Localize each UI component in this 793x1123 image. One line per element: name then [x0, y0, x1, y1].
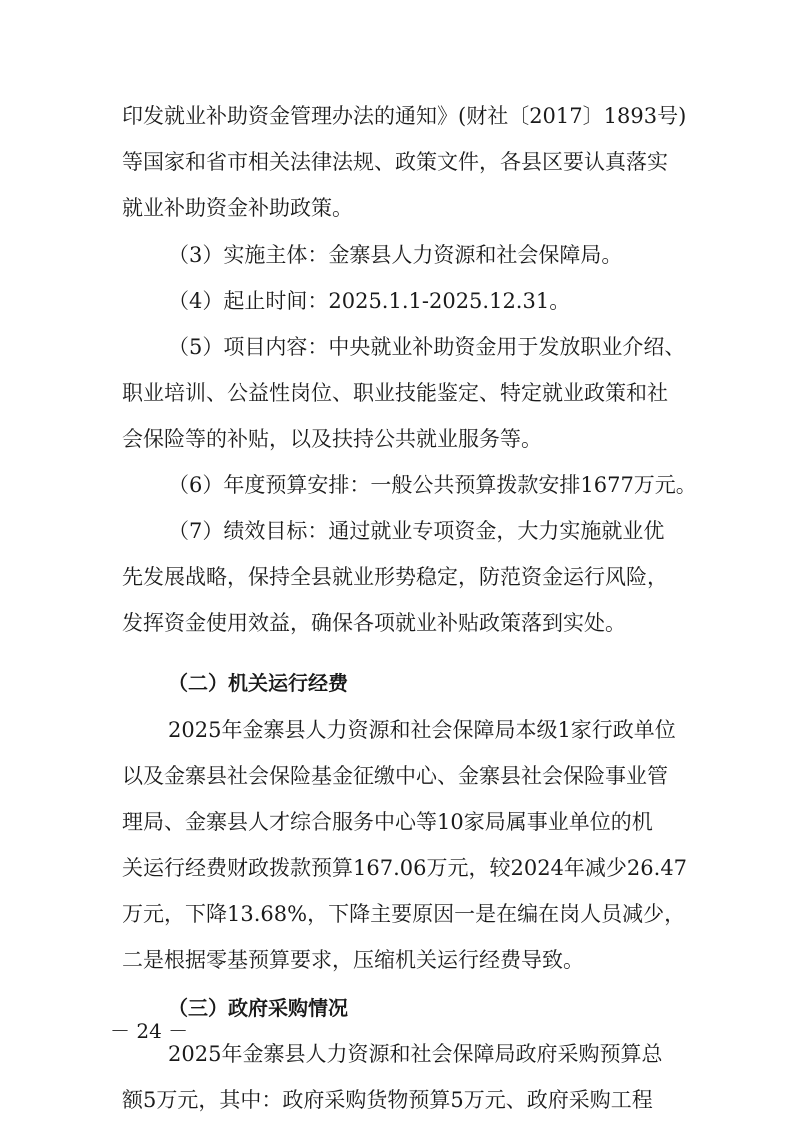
page-number: － 24 － [110, 1019, 189, 1043]
body-text-line: 会保险等的补贴，以及扶持公共就业服务等。 [122, 427, 542, 451]
body-text-line: 二是根据零基预算要求，压缩机关运行经费导致。 [122, 948, 584, 972]
body-text-line: 理局、金寨县人才综合服务中心等10家局属事业单位的机 [122, 810, 653, 834]
body-text-line: 2025年金寨县人力资源和社会保障局政府采购预算总 [168, 1042, 663, 1066]
body-text-line: （4）起止时间：2025.1.1-2025.12.31。 [168, 289, 571, 313]
body-text-line: （6）年度预算安排：一般公共预算拨款安排1677万元。 [168, 473, 697, 497]
body-text-line: （5）项目内容：中央就业补助资金用于发放职业介绍、 [168, 335, 686, 359]
body-text-line: 关运行经费财政拨款预算167.06万元，较2024年减少26.47 [122, 856, 688, 880]
body-text-line: 万元，下降13.68%，下降主要原因一是在编在岗人员减少， [122, 902, 686, 926]
body-text-line: 以及金寨县社会保险基金征缴中心、金寨县社会保险事业管 [122, 764, 668, 788]
body-text-line: （7）绩效目标：通过就业专项资金，大力实施就业优 [168, 519, 665, 543]
body-text-line: 先发展战略，保持全县就业形势稳定，防范资金运行风险， [122, 565, 668, 589]
section-heading: （二）机关运行经费 [168, 671, 348, 695]
body-text-line: 印发就业补助资金管理办法的通知》(财社〔2017〕1893号) [122, 104, 687, 128]
body-text-line: 2025年金寨县人力资源和社会保障局本级1家行政单位 [168, 718, 676, 742]
body-text-line: （3）实施主体：金寨县人力资源和社会保障局。 [168, 243, 623, 267]
body-text-line: 等国家和省市相关法律法规、政策文件，各县区要认真落实 [122, 150, 668, 174]
body-text-line: 就业补助资金补助政策。 [122, 196, 353, 220]
body-text-line: 职业培训、公益性岗位、职业技能鉴定、特定就业政策和社 [122, 381, 668, 405]
body-text-line: 额5万元，其中：政府采购货物预算5万元、政府采购工程 [122, 1088, 653, 1112]
section-heading: （三）政府采购情况 [168, 996, 348, 1020]
body-text-line: 发挥资金使用效益，确保各项就业补贴政策落到实处。 [122, 611, 626, 635]
